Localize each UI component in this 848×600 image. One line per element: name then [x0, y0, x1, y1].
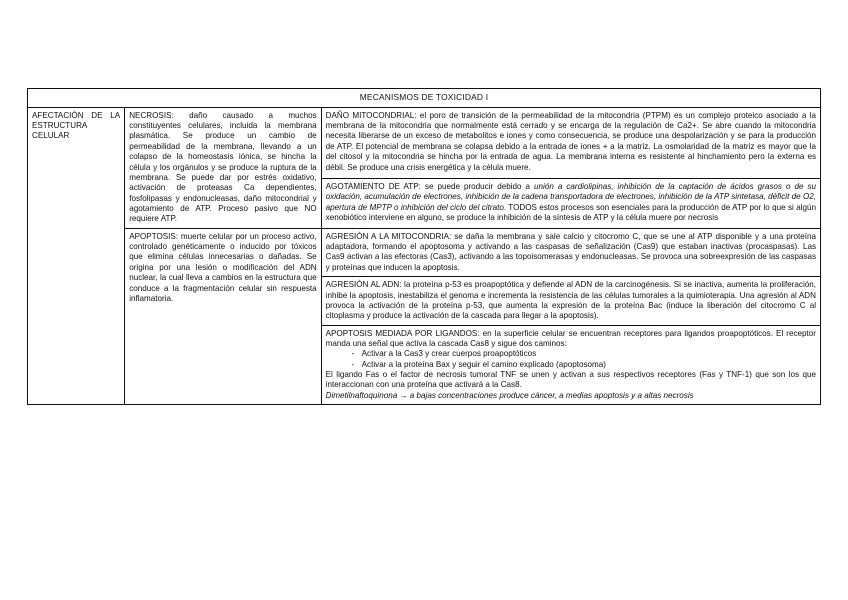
- toxicity-mechanisms-table: [27, 88, 821, 405]
- ligands-tnf: El ligando Fas o el factor de necrosis tumoral TNF se unen y activan a sus respectivos receptores (Fas y TNF-1) que son los que interaccionan con una proteína que activará a la Cas8.: [325, 370, 816, 390]
- ligands-cell: [321, 325, 820, 405]
- atp-tail: . TODOS estos procesos son esenciales para la producción de ATP por lo que si algún xenobiótico interviene en alguno, se produce la inhibición de la síntesis de ATP y la célula muere por necrosis: [325, 202, 816, 222]
- atp-depletion-cell: [321, 178, 820, 228]
- ligands-intro: APOPTOSIS MEDIADA POR LIGANDOS: en la superficie celular se encuentran receptores para ligandos proapoptóticos. El receptor manda una señal que activa la cascada Cas8 y sigue dos caminos:: [325, 328, 816, 348]
- table-header: MECANISMOS DE TOXICIDAD I: [28, 89, 821, 108]
- category-cell: AFECTACIÓN DE LA ESTRUCTURA CELULAR: [28, 107, 125, 404]
- table-row: [28, 228, 821, 276]
- list-item: - Activar a la proteína Bax y seguir el camino explicado (apoptosoma): [352, 360, 816, 370]
- atp-lead: AGOTAMIENTO DE ATP: se puede producir debido a: [325, 181, 535, 191]
- ligands-paths-list: [326, 349, 816, 370]
- mito-damage-cell: DAÑO MITOCONDRIAL: el poro de transición de la permeabilidad de la mitocondria (PTPM) es un complejo proteico asociado a la membrana de la mitocondria que normalmente está cerrado y se encarga de la regulación de Ca2+. Se abre cuando la mitocondria necesita liberarse de un exceso de metabolitos e iones y como consecuencia, se produce una despolarización y se para la producción de ATP. El potencial de membrana se colapsa debido a la entrada de iones + a la matriz. La osmolaridad de la matriz es mayor que la del citosol y la mitocondria se hincha por la entrada de agua. La membrana interna es resistente al hinchamiento pero la externa es débil. Se produce una crisis energética y la célula muere.: [321, 107, 820, 178]
- list-item: - Activar a la Cas3 y crear cuerpos proapoptóticos: [352, 349, 816, 359]
- apoptosis-cell: APOPTOSIS: muerte celular por un proceso activo, controlado genéticamente o inducido por tóxicos que elimina células innecesarias o dañadas. Se origina por una lesión o modificación del ADN nuclear, la cual lleva a cambios en la estructura que conduce a la fragmentación celular sin respuesta inflamatoria.: [125, 228, 321, 404]
- table-row: [28, 107, 821, 178]
- atp-causes: unión a cardiolipinas, inhibición de la captación de ácidos grasos o de su oxidación, acumulación de electrones, inhibición de la cadena transportadora de electrones, inhibición de la ATP sintetasa, déficit de O2, apertura de MPTP o inhibición del ciclo del citrato: [325, 181, 817, 212]
- header-row: [28, 89, 821, 108]
- dna-aggression-cell: AGRESIÓN AL ADN: la proteína p-53 es proapoptótica y defiende al ADN de la carcinogénesis. Si se inactiva, aumenta la proliferación, inhibe la apoptosis, inestabiliza el genoma e incrementa la resistencia de las células tumorales a la quimioterapia. Una agresión al ADN provoca la activación de la proteína p-53, que aumenta la expresión de la proteína Bac (induce la liberación del citocromo C al citoplasma y produce la activación de la cascada para llegar a la apoptosis).: [321, 277, 820, 325]
- necrosis-cell: NECROSIS: daño causado a muchos constituyentes celulares, incluida la membrana plasmática. Se produce un cambio de permeabilidad de la membrana, llevando a un colapso de la homeostasis iónica, se hincha la célula y los orgánulos y se produce la ruptura de la membrana. Se puede dar por estrés oxidativo, activación de proteasas Ca dependientes, fosfolipasas y endonucleasas, daño mitocondrial y agotamiento de ATP. Proceso pasivo que NO requiere ATP.: [125, 107, 321, 228]
- mito-aggression-cell: AGRESIÓN A LA MITOCONDRIA: se daña la membrana y sale calcio y citocromo C, que se une al ATP disponible y a una proteína adaptadora, formando el apoptosoma y activando a las caspasas de señalización (Cas9) que estaban inactivas (procaspasas). Las Cas9 activan a las efectoras (Cas3), activando a las topoisomerasas y endonucleasas. Se provoca una sobreexpresión de las caspasas y proteínas que inducen la apoptosis.: [321, 228, 820, 276]
- ligands-note: Dimetilnaftoquinona → a bajas concentraciones produce cáncer, a medias apoptosis y a altas necrosis: [325, 390, 694, 400]
